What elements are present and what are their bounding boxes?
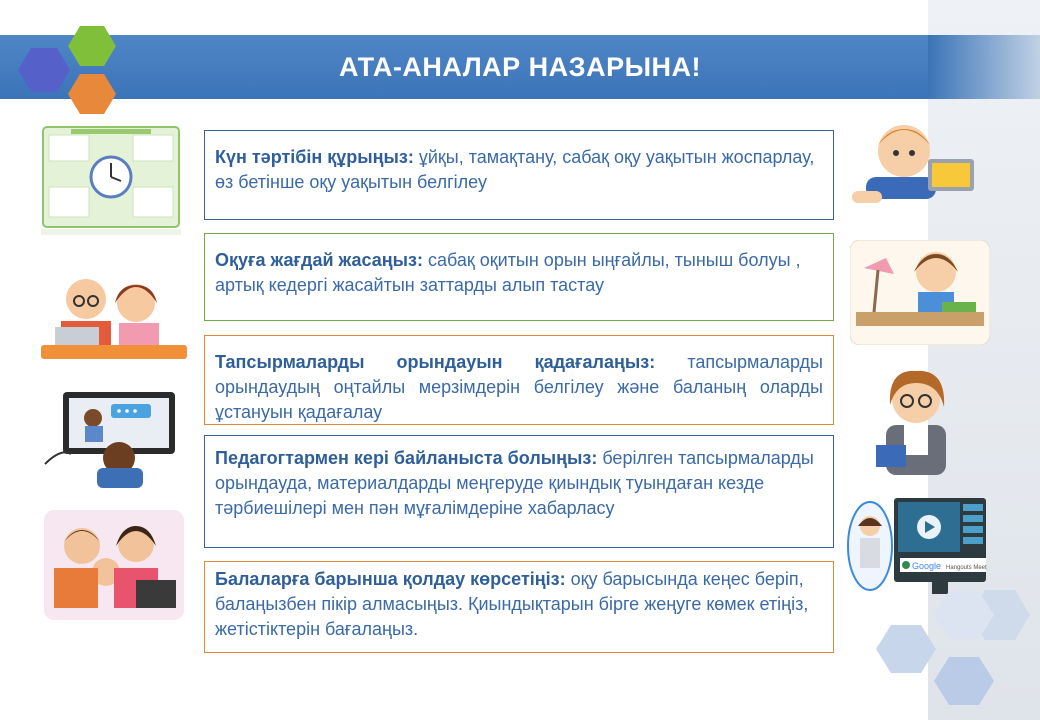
family-with-laptop-illustration	[44, 510, 184, 620]
tip-heading: Тапсырмаларды орындауын қадағалаңыз:	[215, 352, 656, 372]
teacher-illustration	[866, 365, 966, 480]
kids-at-laptop-illustration	[41, 265, 187, 365]
girl-at-desk-illustration	[850, 240, 990, 345]
tip-heading: Педагогтармен кері байланыста болыңыз:	[215, 448, 598, 468]
tip-heading: Оқуға жағдай жасаңыз:	[215, 250, 423, 270]
tip-card-study-conditions	[204, 233, 834, 321]
tip-card-monitor-homework	[204, 335, 834, 425]
page-title: АТА-АНАЛАР НАЗАРЫНА!	[338, 52, 702, 82]
tip-body: ұйқы, тамақтану, сабақ оқу уақытын жоспарлау, өз бетінше оқу уақытын белгілеу	[215, 147, 815, 192]
boy-with-laptop-illustration	[846, 115, 986, 220]
hexagon-decoration-icon	[870, 585, 1040, 720]
tip-card-daily-routine	[204, 130, 834, 220]
tip-body: сабақ оқитын орын ыңғайлы, тыныш болуы , артық кедергі жасайтын заттарды алып тастау	[215, 250, 801, 295]
tip-heading: Балаларға барынша қолдау көрсетіңіз:	[215, 569, 566, 589]
tip-card-support-children	[204, 561, 834, 653]
hangouts-brand-text: Google	[912, 561, 942, 571]
schedule-poster-illustration	[41, 125, 181, 235]
tip-body: оқу барысында кеңес беріп, балаңызбен пікір алмасыңыз. Қиындықтарын бірге жеңуге көмек етіңіз, жетістіктерін бағалаңыз.	[215, 569, 809, 639]
tip-card-teacher-feedback	[204, 435, 834, 548]
tip-body: берілген тапсырмаларды орындауда, материалдарды меңгеруде қиындық туындаған кезде тәрбиешілері мен пән мұғалімдеріне хабарласу	[215, 448, 814, 518]
tip-heading: Күн тәртібін құрыңыз:	[215, 147, 414, 167]
video-call-monitor-illustration	[41, 388, 181, 488]
hangouts-label-text: Hangouts Meet	[946, 565, 987, 571]
tip-body: тапсырмаларды орындаудың оңтайлы мерзімдерін белгілеу және баланың оларды ұстануын қадағалау	[215, 352, 823, 422]
hexagon-logo-icon	[10, 18, 120, 118]
